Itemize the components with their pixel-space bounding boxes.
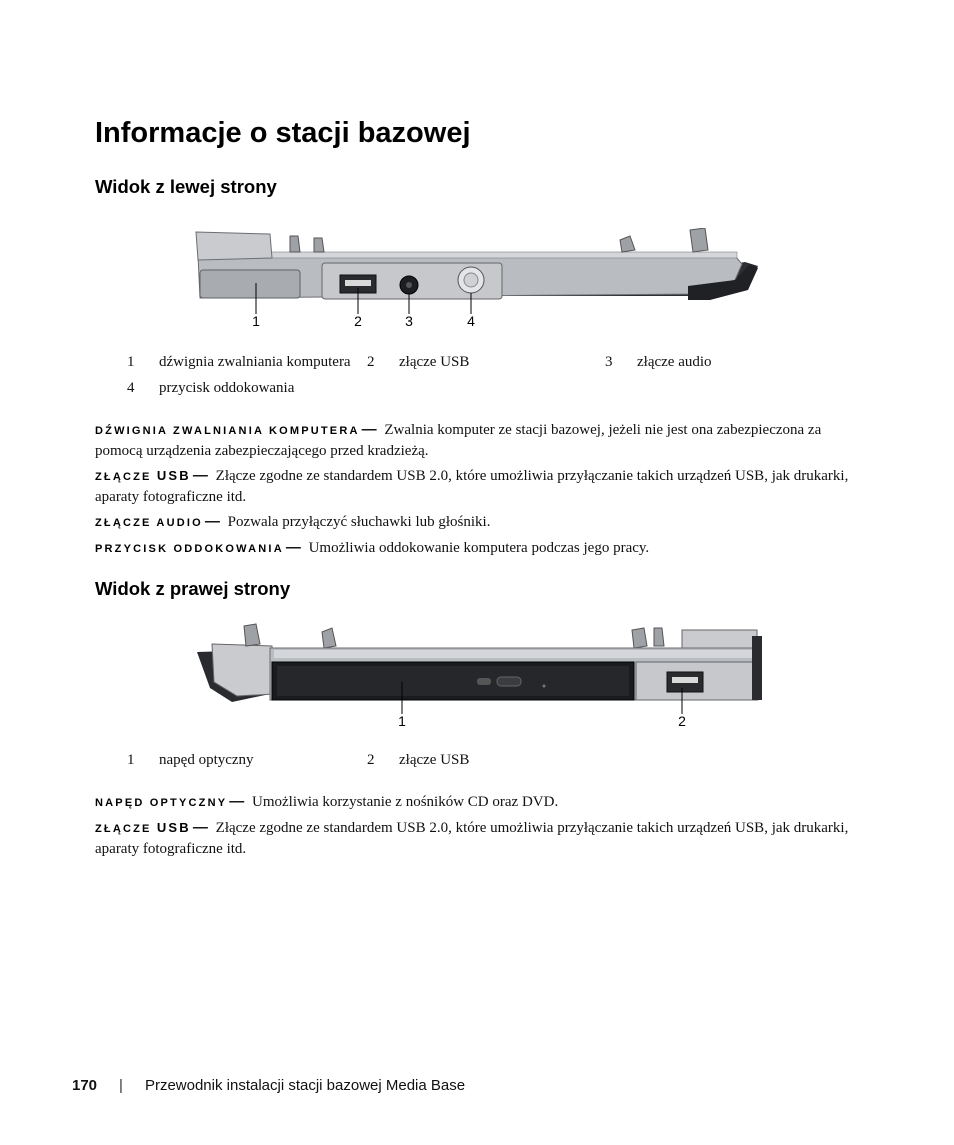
- description-text: Umożliwia korzystanie z nośników CD oraz DVD.: [252, 794, 559, 810]
- description-term: ZŁĄCZE: [95, 823, 157, 835]
- em-dash: —: [285, 539, 301, 556]
- em-dash: —: [204, 513, 220, 530]
- page-number: 170: [72, 1077, 98, 1094]
- callout-item-label: złącze audio: [637, 354, 712, 370]
- callout-item-number: 2: [367, 752, 375, 768]
- callout-number-4: 4: [467, 313, 475, 329]
- em-dash: —: [361, 421, 377, 438]
- description-term: ZŁĄCZE AUDIO: [95, 517, 203, 529]
- footer-title: Przewodnik instalacji stacji bazowej Media Base: [144, 1077, 466, 1094]
- em-dash: —: [229, 793, 245, 810]
- callout-number-3: 3: [405, 313, 413, 329]
- callout-number-2: 2: [678, 713, 686, 729]
- description-usb-right: [95, 818, 865, 859]
- callout-item-number: 3: [605, 354, 613, 370]
- description-term: ZŁĄCZE: [95, 471, 157, 483]
- description-term-usb: USB: [156, 820, 191, 835]
- callout-item-label: napęd optyczny: [159, 752, 254, 768]
- description-text: Złącze zgodne ze standardem USB 2.0, które umożliwia przyłączanie takich urządzeń USB, jak drukarki, aparaty fotograficzne itd.: [95, 468, 849, 505]
- callout-number-2: 2: [354, 313, 362, 329]
- callout-item-label: przycisk oddokowania: [159, 380, 295, 396]
- callout-item-number: 1: [127, 354, 135, 370]
- description-term: NAPĘD OPTYCZNY: [95, 797, 228, 809]
- callout-item-number: 4: [127, 380, 135, 396]
- description-release-lever: [95, 420, 865, 461]
- description-term: PRZYCISK ODDOKOWANIA: [95, 543, 284, 555]
- description-undock-button: [95, 538, 865, 559]
- section-heading-left-view: Widok z lewej strony: [95, 176, 277, 197]
- description-audio: [95, 512, 865, 533]
- description-usb-left: [95, 466, 865, 507]
- em-dash: —: [192, 819, 208, 836]
- page-title: Informacje o stacji bazowej: [95, 117, 471, 149]
- description-term: DŹWIGNIA ZWALNIANIA KOMPUTERA: [95, 425, 360, 437]
- description-text: Pozwala przyłączyć słuchawki lub głośniki.: [227, 514, 491, 530]
- left-view-illustration: [190, 228, 765, 333]
- description-text: Zwalnia komputer ze stacji bazowej, jeżeli nie jest ona zabezpieczona za pomocą urządzenia zabezpieczającego przed kradzieżą.: [95, 422, 822, 459]
- callout-number-1: 1: [252, 313, 260, 329]
- callout-item-label: złącze USB: [399, 354, 470, 370]
- description-optical-drive: [95, 792, 865, 813]
- callout-item-label: złącze USB: [399, 752, 470, 768]
- footer-separator: |: [119, 1077, 123, 1094]
- right-view-illustration: [192, 622, 767, 734]
- callout-number-1: 1: [398, 713, 406, 729]
- section-heading-right-view: Widok z prawej strony: [95, 578, 291, 599]
- callout-item-number: 1: [127, 752, 135, 768]
- description-text: Umożliwia oddokowanie komputera podczas jego pracy.: [308, 540, 650, 556]
- em-dash: —: [192, 467, 208, 484]
- callout-item-label: dźwignia zwalniania komputera: [159, 354, 351, 370]
- callout-item-number: 2: [367, 354, 375, 370]
- description-term-usb: USB: [156, 468, 191, 483]
- page-footer: [72, 1077, 465, 1094]
- description-text: Złącze zgodne ze standardem USB 2.0, które umożliwia przyłączanie takich urządzeń USB, jak drukarki, aparaty fotograficzne itd.: [95, 820, 849, 857]
